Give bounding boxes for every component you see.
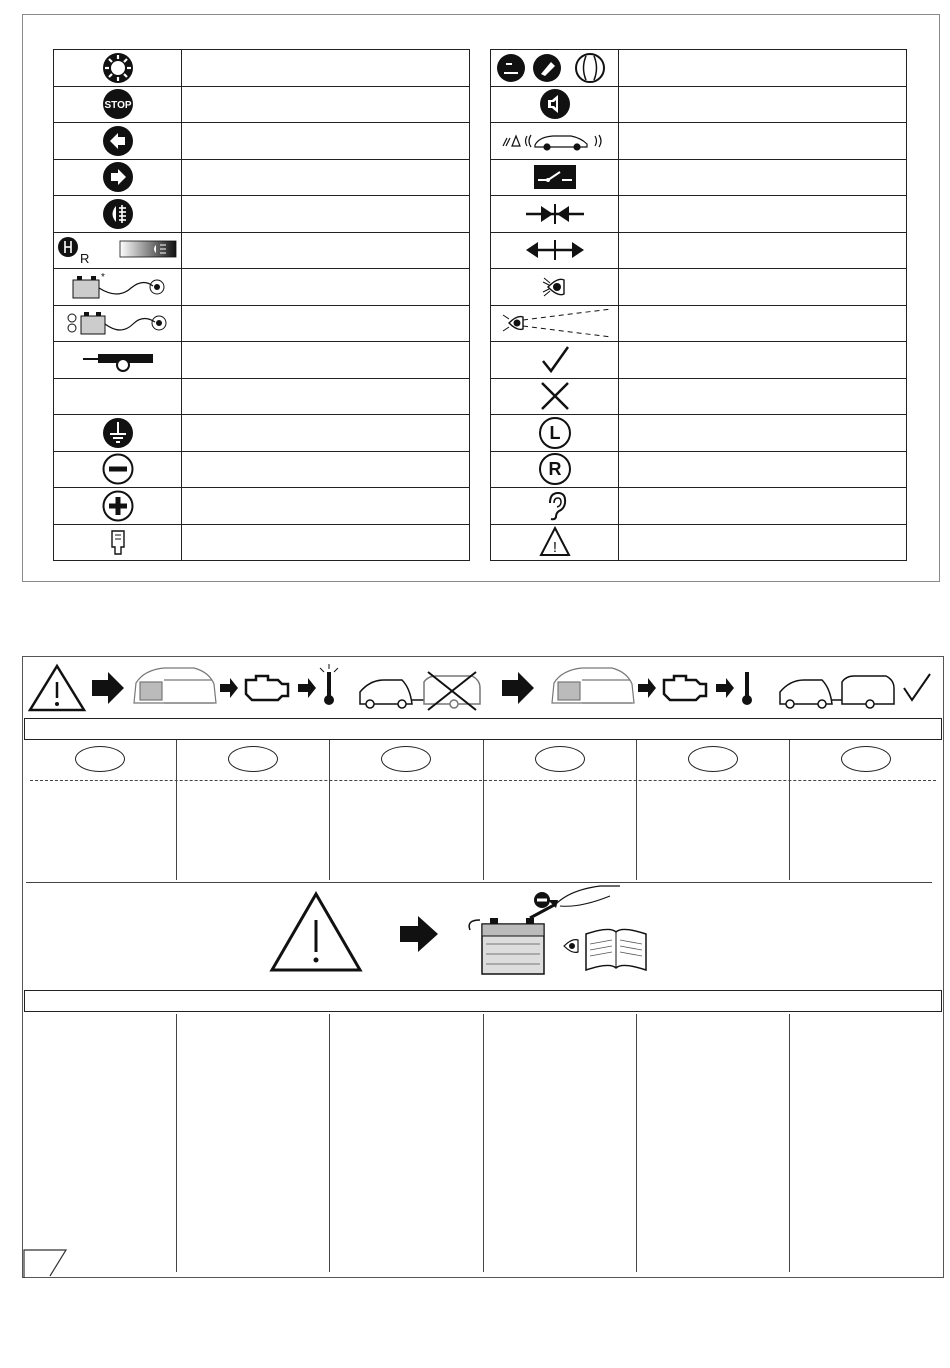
- trailer-icon: [54, 342, 182, 379]
- battery-cable-icon: [54, 269, 182, 306]
- legend-desc: [182, 50, 470, 87]
- table-row: [491, 159, 907, 196]
- arrow-small-icon: [638, 678, 656, 698]
- battery-warning-illustration: [260, 884, 680, 988]
- table-row: [54, 451, 470, 488]
- speaker-icon: [491, 86, 619, 123]
- warning-icon: [491, 524, 619, 561]
- legend-desc: [182, 305, 470, 342]
- ear-icon: [491, 488, 619, 525]
- table-row: [491, 232, 907, 269]
- cross-icon: [491, 378, 619, 415]
- legend-desc: [182, 488, 470, 525]
- arrow-right-icon: [400, 916, 438, 952]
- column: [24, 740, 177, 880]
- legend-desc: [182, 342, 470, 379]
- arrow-right-icon: [502, 672, 534, 704]
- table-row: [491, 269, 907, 306]
- legend-desc: [619, 123, 907, 160]
- svg-text:!: !: [552, 539, 557, 557]
- section-header-band: [24, 990, 942, 1012]
- engine-icon: [246, 676, 288, 700]
- legend-table-left: [53, 49, 470, 561]
- legend-desc: [619, 86, 907, 123]
- legend-desc: [182, 159, 470, 196]
- car-front-icon: [134, 668, 216, 703]
- language-oval: [535, 746, 585, 772]
- bottom-columns: [24, 1014, 942, 1272]
- section-header-band: [24, 718, 942, 740]
- column: [24, 1014, 177, 1272]
- language-oval: [381, 746, 431, 772]
- table-row: [491, 50, 907, 87]
- svg-text:STOP: STOP: [103, 100, 132, 112]
- language-oval: [75, 746, 125, 772]
- table-row: [54, 86, 470, 123]
- legend-desc: [619, 451, 907, 488]
- legend-desc: [182, 451, 470, 488]
- legend-desc: [619, 159, 907, 196]
- right-icon: [491, 451, 619, 488]
- legend-table-right: [490, 49, 907, 561]
- column: [177, 740, 330, 880]
- table-row: [54, 196, 470, 233]
- legend-desc: [182, 524, 470, 561]
- arrow-small-icon: [716, 678, 734, 698]
- warning-icon: [30, 666, 84, 710]
- table-row: [54, 269, 470, 306]
- svg-text:*: *: [100, 271, 105, 283]
- column: [484, 1014, 637, 1272]
- table-row: [54, 232, 470, 269]
- stop-icon: [54, 86, 182, 123]
- column: [330, 1014, 483, 1272]
- language-oval: [841, 746, 891, 772]
- legend-desc: [619, 196, 907, 233]
- legend-desc: [619, 305, 907, 342]
- table-row: [54, 342, 470, 379]
- table-row: [54, 378, 470, 415]
- table-row: [54, 123, 470, 160]
- table-row: [54, 305, 470, 342]
- corner-marker: [22, 1246, 82, 1280]
- check-icon: [491, 342, 619, 379]
- column: [790, 1014, 942, 1272]
- column: [637, 740, 790, 880]
- switch-icon: [491, 159, 619, 196]
- eye-manual-icon: [564, 929, 646, 970]
- legend-desc: [619, 269, 907, 306]
- column: [790, 740, 942, 880]
- legend-desc: [182, 86, 470, 123]
- arrow-right-icon: [92, 672, 124, 704]
- top-columns: [24, 740, 942, 880]
- legend-desc: [182, 123, 470, 160]
- reverse-gear-headlight-icon: [54, 232, 182, 269]
- svg-text:L: L: [549, 422, 560, 443]
- arrow-left-icon: [54, 123, 182, 160]
- plus-icon: [54, 488, 182, 525]
- legend-desc: [619, 378, 907, 415]
- legend-desc: [619, 232, 907, 269]
- table-row: [54, 524, 470, 561]
- table-row: [54, 50, 470, 87]
- table-row: [491, 86, 907, 123]
- arrow-small-icon: [298, 678, 316, 698]
- table-row: [491, 378, 907, 415]
- table-row: [491, 196, 907, 233]
- arrow-small-icon: [220, 678, 238, 698]
- table-row: [491, 305, 907, 342]
- table-row: [54, 488, 470, 525]
- sun-gauge-icon: [54, 50, 182, 87]
- legend-desc: [619, 524, 907, 561]
- column: [484, 740, 637, 880]
- fuse-icon: [54, 524, 182, 561]
- check-icon: [904, 674, 930, 700]
- key-battery-cable-icon: [54, 305, 182, 342]
- eye-look-icon: [491, 269, 619, 306]
- legend-desc: [619, 415, 907, 452]
- table-row: [491, 342, 907, 379]
- table-row: [491, 488, 907, 525]
- legend-desc: [182, 269, 470, 306]
- legend-desc: [182, 196, 470, 233]
- car-towing-crossed-icon: [360, 672, 480, 710]
- section-divider: [26, 882, 932, 883]
- table-row: [491, 451, 907, 488]
- thermometer-hot-icon: [320, 664, 338, 705]
- procedure-pictogram-strip: [24, 658, 942, 718]
- legend-desc: [182, 415, 470, 452]
- warning-icon: [272, 894, 360, 970]
- engine-icon: [664, 676, 706, 700]
- legend-desc: [182, 232, 470, 269]
- language-oval: [688, 746, 738, 772]
- legend-desc: [619, 50, 907, 87]
- arrow-right-icon: [54, 159, 182, 196]
- dotted-divider: [30, 780, 936, 781]
- minus-icon: [54, 451, 182, 488]
- ground-icon: [54, 415, 182, 452]
- legend-desc: [182, 378, 470, 415]
- car-alarm-icon: [491, 123, 619, 160]
- table-row: [491, 524, 907, 561]
- legend-desc: [619, 488, 907, 525]
- column: [637, 1014, 790, 1272]
- thermometer-icon: [742, 672, 752, 705]
- column: [330, 740, 483, 880]
- svg-text:R: R: [79, 251, 89, 267]
- column: [177, 1014, 330, 1272]
- table-row: [491, 415, 907, 452]
- svg-text:R: R: [548, 459, 561, 480]
- blank-icon-cell: [54, 378, 182, 415]
- language-oval: [228, 746, 278, 772]
- arrows-inward-icon: [491, 196, 619, 233]
- fog-lamp-icon: [54, 196, 182, 233]
- car-towing-icon: [780, 676, 894, 708]
- wiper-lamp-mirror-icon: [491, 50, 619, 87]
- legend-desc: [619, 342, 907, 379]
- eye-range-icon: [491, 305, 619, 342]
- table-row: [54, 415, 470, 452]
- car-front-icon: [552, 668, 634, 703]
- table-row: [54, 159, 470, 196]
- arrows-outward-icon: [491, 232, 619, 269]
- left-icon: [491, 415, 619, 452]
- table-row: [491, 123, 907, 160]
